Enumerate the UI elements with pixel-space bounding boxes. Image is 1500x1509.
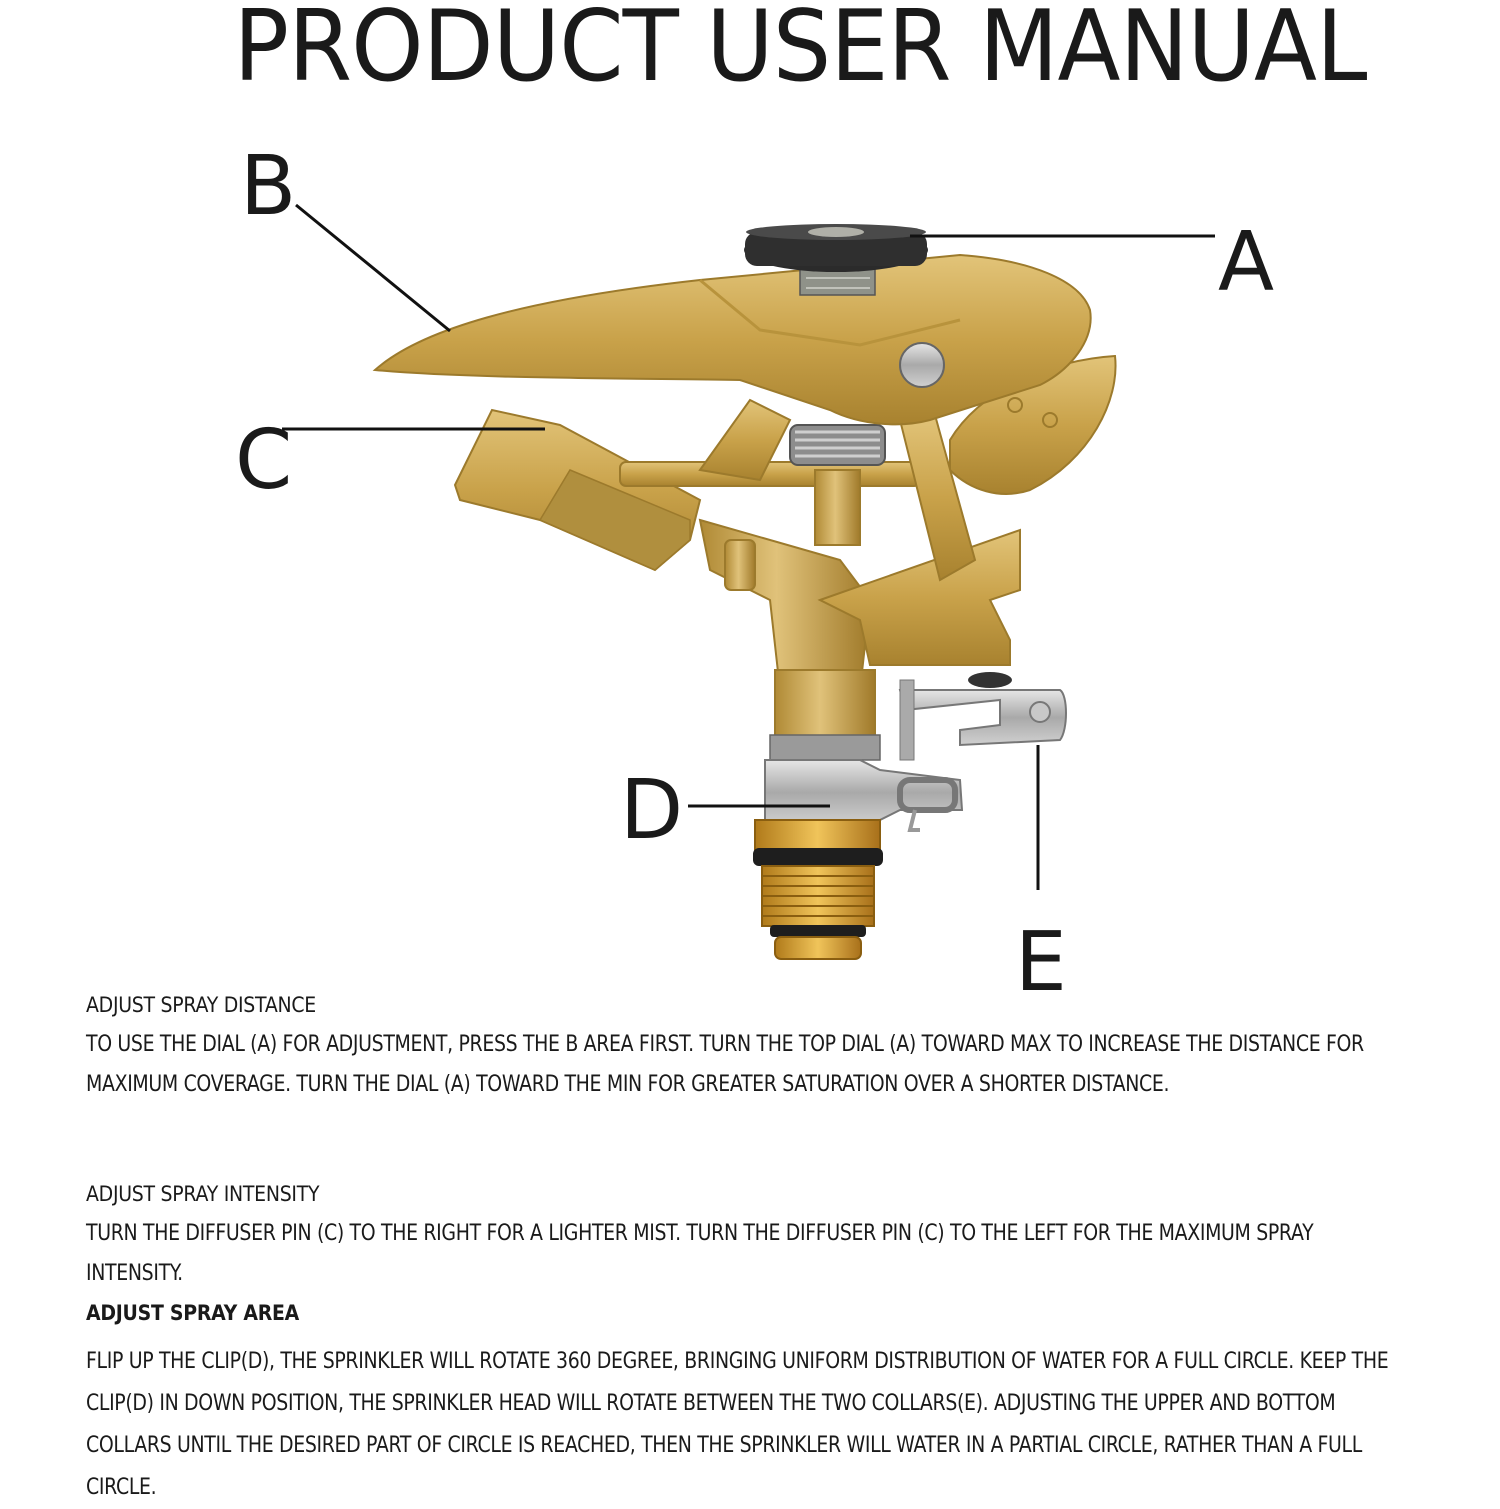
page-title: PRODUCT USER MANUAL (233, 0, 1367, 104)
label-e: E (1015, 915, 1067, 1010)
section-spray-area (86, 1301, 1500, 1509)
section-spray-intensity (86, 1182, 1500, 1294)
label-d: D (620, 763, 684, 858)
trip-collars (900, 672, 1066, 760)
label-b: B (240, 139, 297, 234)
section-body: TO USE THE DIAL (A) FOR ADJUSTMENT, PRESS THE B AREA FIRST. TURN THE TOP DIAL (A) TOWARD MAX TO INCREASE THE DISTANCE FOR MAXIMUM COVERAGE. TURN THE DIAL (A) TOWARD THE MIN FOR GREATER SATURATION OVER A SHORTER DISTANCE. (86, 1032, 1364, 1097)
section-heading: ADJUST SPRAY AREA (86, 1301, 300, 1325)
section-spray-distance (86, 993, 1500, 1105)
section-body: FLIP UP THE CLIP(D), THE SPRINKLER WILL ROTATE 360 DEGREE, BRINGING UNIFORM DISTRIBUTION OF WATER FOR A FULL CIRCLE. KEEP THE CLIP(D) IN DOWN POSITION, THE SPRINKLER HEAD WILL ROTATE BETWEEN THE TWO COLLARS(E). ADJUSTING THE UPPER AND BOTTOM COLLARS UNTIL THE DESIRED PART OF CIRCLE IS REACHED, THEN THE SPRINKLER WILL WATER IN A PARTIAL CIRCLE, RATHER THAN A FULL CIRCLE. (86, 1349, 1389, 1500)
label-c: C (235, 413, 293, 508)
leader-line-b (296, 205, 450, 331)
section-body: TURN THE DIFFUSER PIN (C) TO THE RIGHT FOR A LIGHTER MIST. TURN THE DIFFUSER PIN (C) TO THE LEFT FOR THE MAXIMUM SPRAY INTENSITY. (86, 1221, 1314, 1286)
label-a: A (1218, 215, 1275, 310)
threaded-connector (753, 820, 883, 959)
section-heading: ADJUST SPRAY DISTANCE (86, 993, 316, 1017)
section-heading: ADJUST SPRAY INTENSITY (86, 1182, 320, 1206)
top-arm (375, 255, 1091, 424)
